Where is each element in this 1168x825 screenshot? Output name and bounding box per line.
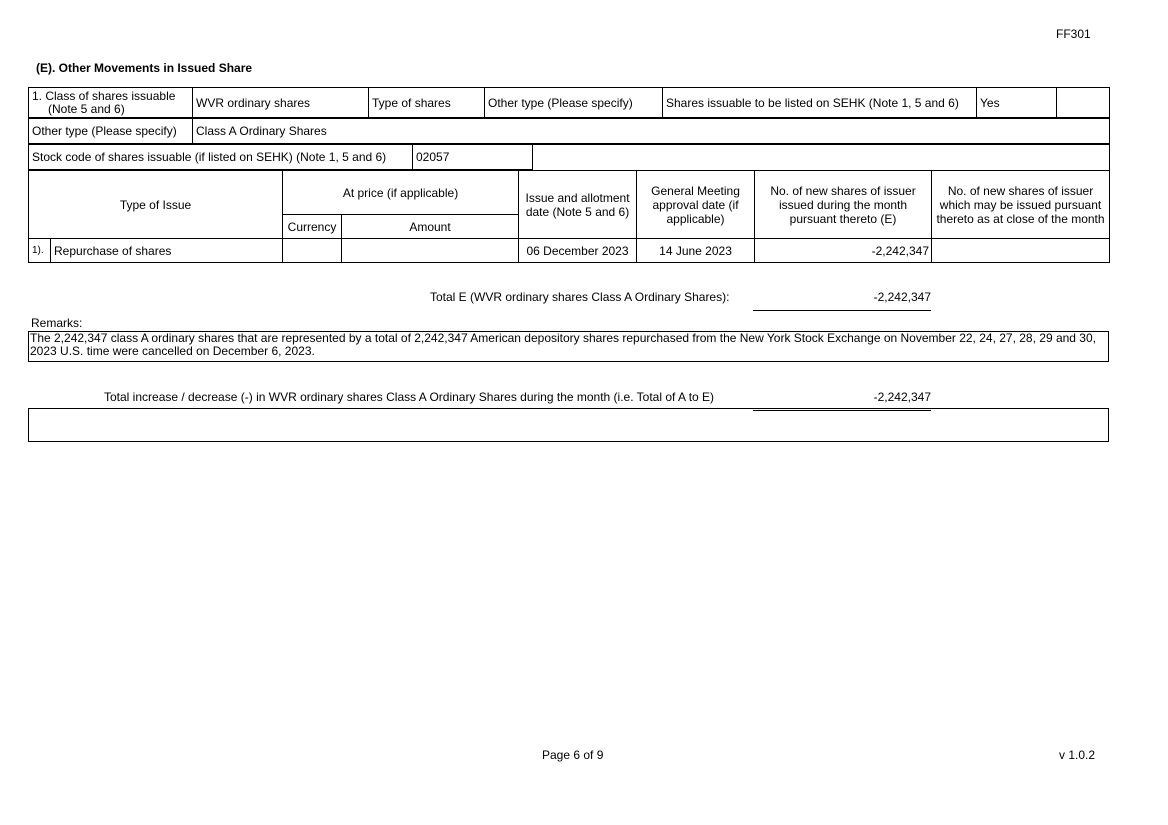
version-label: v 1.0.2 <box>1059 748 1096 762</box>
stock-code-table <box>28 144 1110 170</box>
header-type-of-issue: Type of Issue <box>29 171 283 239</box>
section-title: (E). Other Movements in Issued Share <box>36 61 253 75</box>
header-amount: Amount <box>342 215 519 239</box>
row-new-shares: -2,242,347 <box>755 239 932 263</box>
sehk-label: Shares issuable to be listed on SEHK (Note 1, 5 and 6) <box>663 88 977 118</box>
form-code: FF301 <box>1056 27 1091 41</box>
row-index: 1). <box>29 239 51 263</box>
stock-code-label: Stock code of shares issuable (if listed on SEHK) (Note 1, 5 and 6) <box>29 145 413 170</box>
class-label <box>29 88 193 118</box>
header-currency: Currency <box>283 215 342 239</box>
other-type-table <box>28 118 1110 144</box>
class-of-shares-table <box>28 87 1110 118</box>
total-e-label: Total E (WVR ordinary shares Class A Ordinary Shares): <box>430 290 730 304</box>
total-e-value: -2,242,347 <box>753 290 931 311</box>
type-of-shares-label: Type of shares <box>369 88 485 118</box>
row-may-issue <box>932 239 1110 263</box>
total-increase-box <box>28 408 1109 442</box>
class-label-line1: 1. Class of shares issuable <box>32 88 176 103</box>
class-label-line2: (Note 5 and 6) <box>48 101 125 116</box>
issue-table <box>28 170 1110 263</box>
header-at-price: At price (if applicable) <box>283 171 519 215</box>
sehk-value: Yes <box>977 88 1057 118</box>
stock-code-value: 02057 <box>413 145 533 170</box>
empty-cell <box>533 145 1110 170</box>
other-type-label: Other type (Please specify) <box>29 119 193 144</box>
type-of-shares-value: Other type (Please specify) <box>485 88 663 118</box>
row-amount <box>342 239 519 263</box>
header-may-issue: No. of new shares of issuer which may be issued pursuant thereto as at close of the month <box>932 171 1110 239</box>
class-value: WVR ordinary shares <box>193 88 369 118</box>
header-issue-date: Issue and allotment date (Note 5 and 6) <box>519 171 637 239</box>
page-number: Page 6 of 9 <box>542 748 604 762</box>
total-increase-label: Total increase / decrease (-) in WVR ordinary shares Class A Ordinary Shares during the month (i.e. Total of A to E) <box>104 390 715 404</box>
other-type-value: Class A Ordinary Shares <box>193 119 1110 144</box>
row-type: Repurchase of shares <box>51 239 283 263</box>
header-new-shares: No. of new shares of issuer issued during the month pursuant thereto (E) <box>755 171 932 239</box>
row-currency <box>283 239 342 263</box>
row-issue-date: 06 December 2023 <box>519 239 637 263</box>
row-gm-date: 14 June 2023 <box>637 239 755 263</box>
empty-cell <box>1057 88 1110 118</box>
header-gm-date: General Meeting approval date (if applicable) <box>637 171 755 239</box>
remarks-label: Remarks: <box>31 316 83 330</box>
table-row <box>29 239 1110 263</box>
remarks-text: The 2,242,347 class A ordinary shares that are represented by a total of 2,242,347 American depository shares repurchased from the New York Stock Exchange on November 22, 24, 27, 28, 29 and 30, 2023 U.S. time were cancelled on December 6, 2023. <box>28 331 1109 362</box>
total-increase-value: -2,242,347 <box>753 390 931 411</box>
